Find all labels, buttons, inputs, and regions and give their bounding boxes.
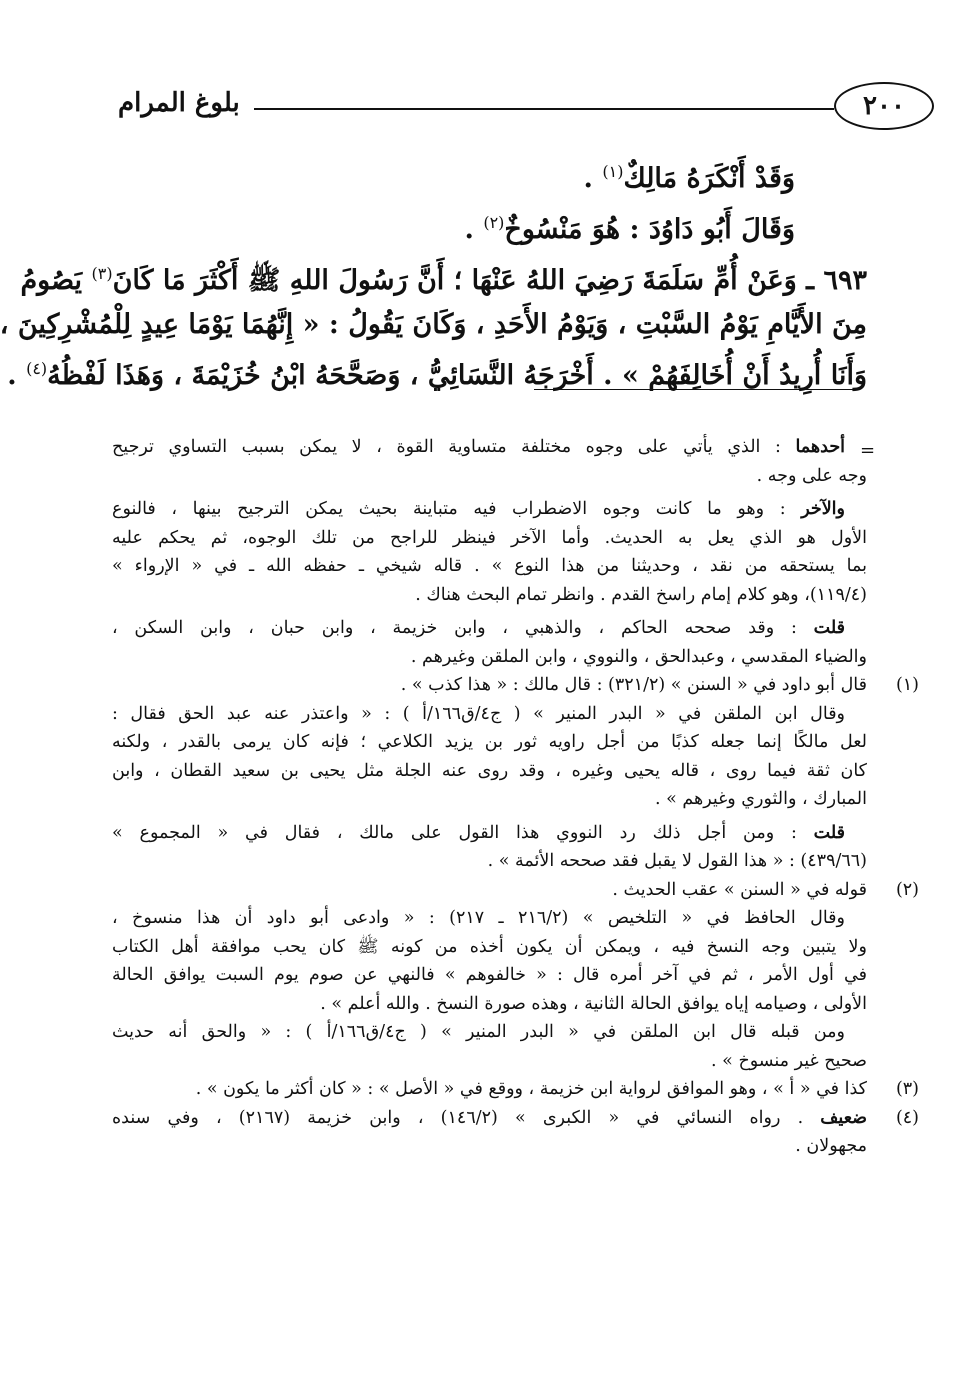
continuation-mark: = [860,440,876,461]
footnote-divider [534,389,854,390]
footnote-ref-1: (١) [602,162,624,181]
note-line: أحدهما : الذي يأتي على وجوه مختلفة متساوية القوة ، لا يمكن بسبب التساوي ترجيح [112,437,845,457]
footnote-ref-4: (٤) [26,359,48,378]
footnote-4: (٤) ضعيف . رواه النسائي في « الكبرى » (١٤٦/٢) ، وابن خزيمة (٢١٦٧) ، وفي سنده [112,1104,867,1133]
footnote-number-1: (١) [895,675,919,695]
note-line: الأولى ، وصيامه إياه يوافق الحالة الثانية ، وهذه صورة النسخ . والله أعلم » . [320,993,867,1014]
note-line: قلت : ومن أجل ذلك رد النووي هذا القول على مالك ، فقال في « المجموع » [112,822,845,843]
footnote-number-4: (٤) [895,1107,919,1128]
note-line: لعل مالكًا إنما جعله كذبًا من أجل راويه ثور بن يزيد الكلاعي ؛ فإنه كان يرمى بالقدر ، ولكنه [112,732,867,752]
note-line: ولا يتبين وجه النسخ فيه ، ويمكن أن يكون أخذه من كونه ﷺ كان يحب موافقة أهل الكتاب [112,936,867,957]
footnote-ref-2: (٢) [483,213,505,232]
hadith-line-3: وَأَنَا أُرِيدُ أَنْ أُخَالِفَهُمْ » . أَخْرَجَهُ النَّسَائِيُّ ، وَصَحَّحَهُ ابْنُ خُزَيْمَةَ ، وَهَذَا لَفْظُهُ$^{(٤)}$ . [7,359,867,391]
note-line: كان ثقة فيما روى ، قاله يحيى وغيره ، وقد روى عنه الجلة مثل يحيى بن سعيد القطان ، وابن [112,760,867,781]
hadith-line-1: ٦٩٣ ـ وَعَنْ أُمِّ سَلَمَةَ رَضِيَ اللهُ عَنْهَا ؛ أَنَّ رَسُولَ اللهِ ﷺ أَكْثَرَ مَا كَانَ$^{(٣)}$ يَصُومُ [20,264,867,296]
note-line: في أول الأمر ، ثم في آخر أمره قال : « خالفوهم » فالنهي عن صوم يوم السبت يوافق الحالة [112,965,867,985]
main-line-2: وَقَالَ أَبُو دَاوُدَ : هُوَ مَنْسُوخٌ$^{(٢)}$ . [464,213,795,245]
note-line: قلت : وقد صححه الحاكم ، والذهبي ، وابن خزيمة ، وابن حبان ، وابن السكن ، [112,618,845,638]
note-line: صحيح غير منسوخ » . [711,1050,867,1071]
footnote-ref-3: (٣) [91,264,113,283]
footnote-3: (٣) كذا في « أ » ، وهو الموافق لرواية ابن خزيمة ، ووقع في « الأصل » : « كان أكثر ما يكون » . [112,1075,867,1104]
book-title: بلوغ المرام [118,88,240,118]
note-line: مجهولان . [795,1136,867,1156]
footnote-number-2: (٢) [895,879,919,900]
footnote-1: (١) قال أبو داود في « السنن » (٣٢١/٢) : قال مالك : « هذا كذب » . [112,671,867,700]
footnotes [112,433,919,1161]
hadith-line-2: مِنَ الأَيَّامِ يَوْمُ السَّبْتِ ، وَيَوْمُ الأَحَدِ ، وَكَانَ يَقُولُ : « إِنَّهُمَا يَوْمَا عِيدٍ لِلْمُشْرِكِينَ ، [0,309,867,340]
note-line: (٤٣٩/٦٦) : « هذا القول لا يقبل فقد صححه الأئمة » . [487,851,867,871]
note-line: والآخر : وهو ما كانت وجوه الاضطراب فيه متباينة بحيث يمكن الترجيح بينها ، فالنوع [112,499,845,519]
page-header [104,80,934,136]
page-number: ٢٠٠ [834,82,934,130]
note-line: وجه على وجه . [756,465,867,486]
note-line: والضياء المقدسي ، وعبدالحق ، والنووي ، وابن الملقن وغيرهم . [410,646,867,667]
footnote-number-3: (٣) [895,1079,919,1099]
note-line: (١١٩/٤)، وهو كلام إمام راسخ القدم . وانظر تمام البحث هناك . [415,584,867,605]
main-line-1: وَقَدْ أَنْكَرَهُ مَالِكٌ$^{(١)}$ . [583,162,795,194]
main-text [0,150,867,398]
note-line: الأول هو الذي يعل به الحديث. وأما الآخر فينظر للراجح من تلك الوجوه، ثم يحكم عليه [112,527,867,548]
note-line: وقال ابن الملقن في « البدر المنير » ( ج٤/ق١٦٦/أ ) : « واعتذر عنه عبد الحق فقال : [112,703,846,724]
note-line: المبارك ، والثوري وغيرهم » . [654,789,867,809]
note-line: وقال الحافظ في « التلخيص » (٢١٦/٢ ـ ٢١٧) : « وادعى أبو داود أن هذا منسوخ ، [112,908,845,928]
note-line: ومن قبله قال ابن الملقن في « البدر المنير » ( ج٤/ق١٦٦/أ ) : « والحق أنه حديث [112,1022,845,1042]
footnote-2: (٢) قوله في « السنن » عقب الحديث . [112,876,867,905]
header-rule [254,108,834,110]
note-line: بما يستحقه من نقد ، وحديثنا من هذا النوع » . قاله شيخي ـ حفظه الله ـ في « الإرواء » [112,556,867,576]
